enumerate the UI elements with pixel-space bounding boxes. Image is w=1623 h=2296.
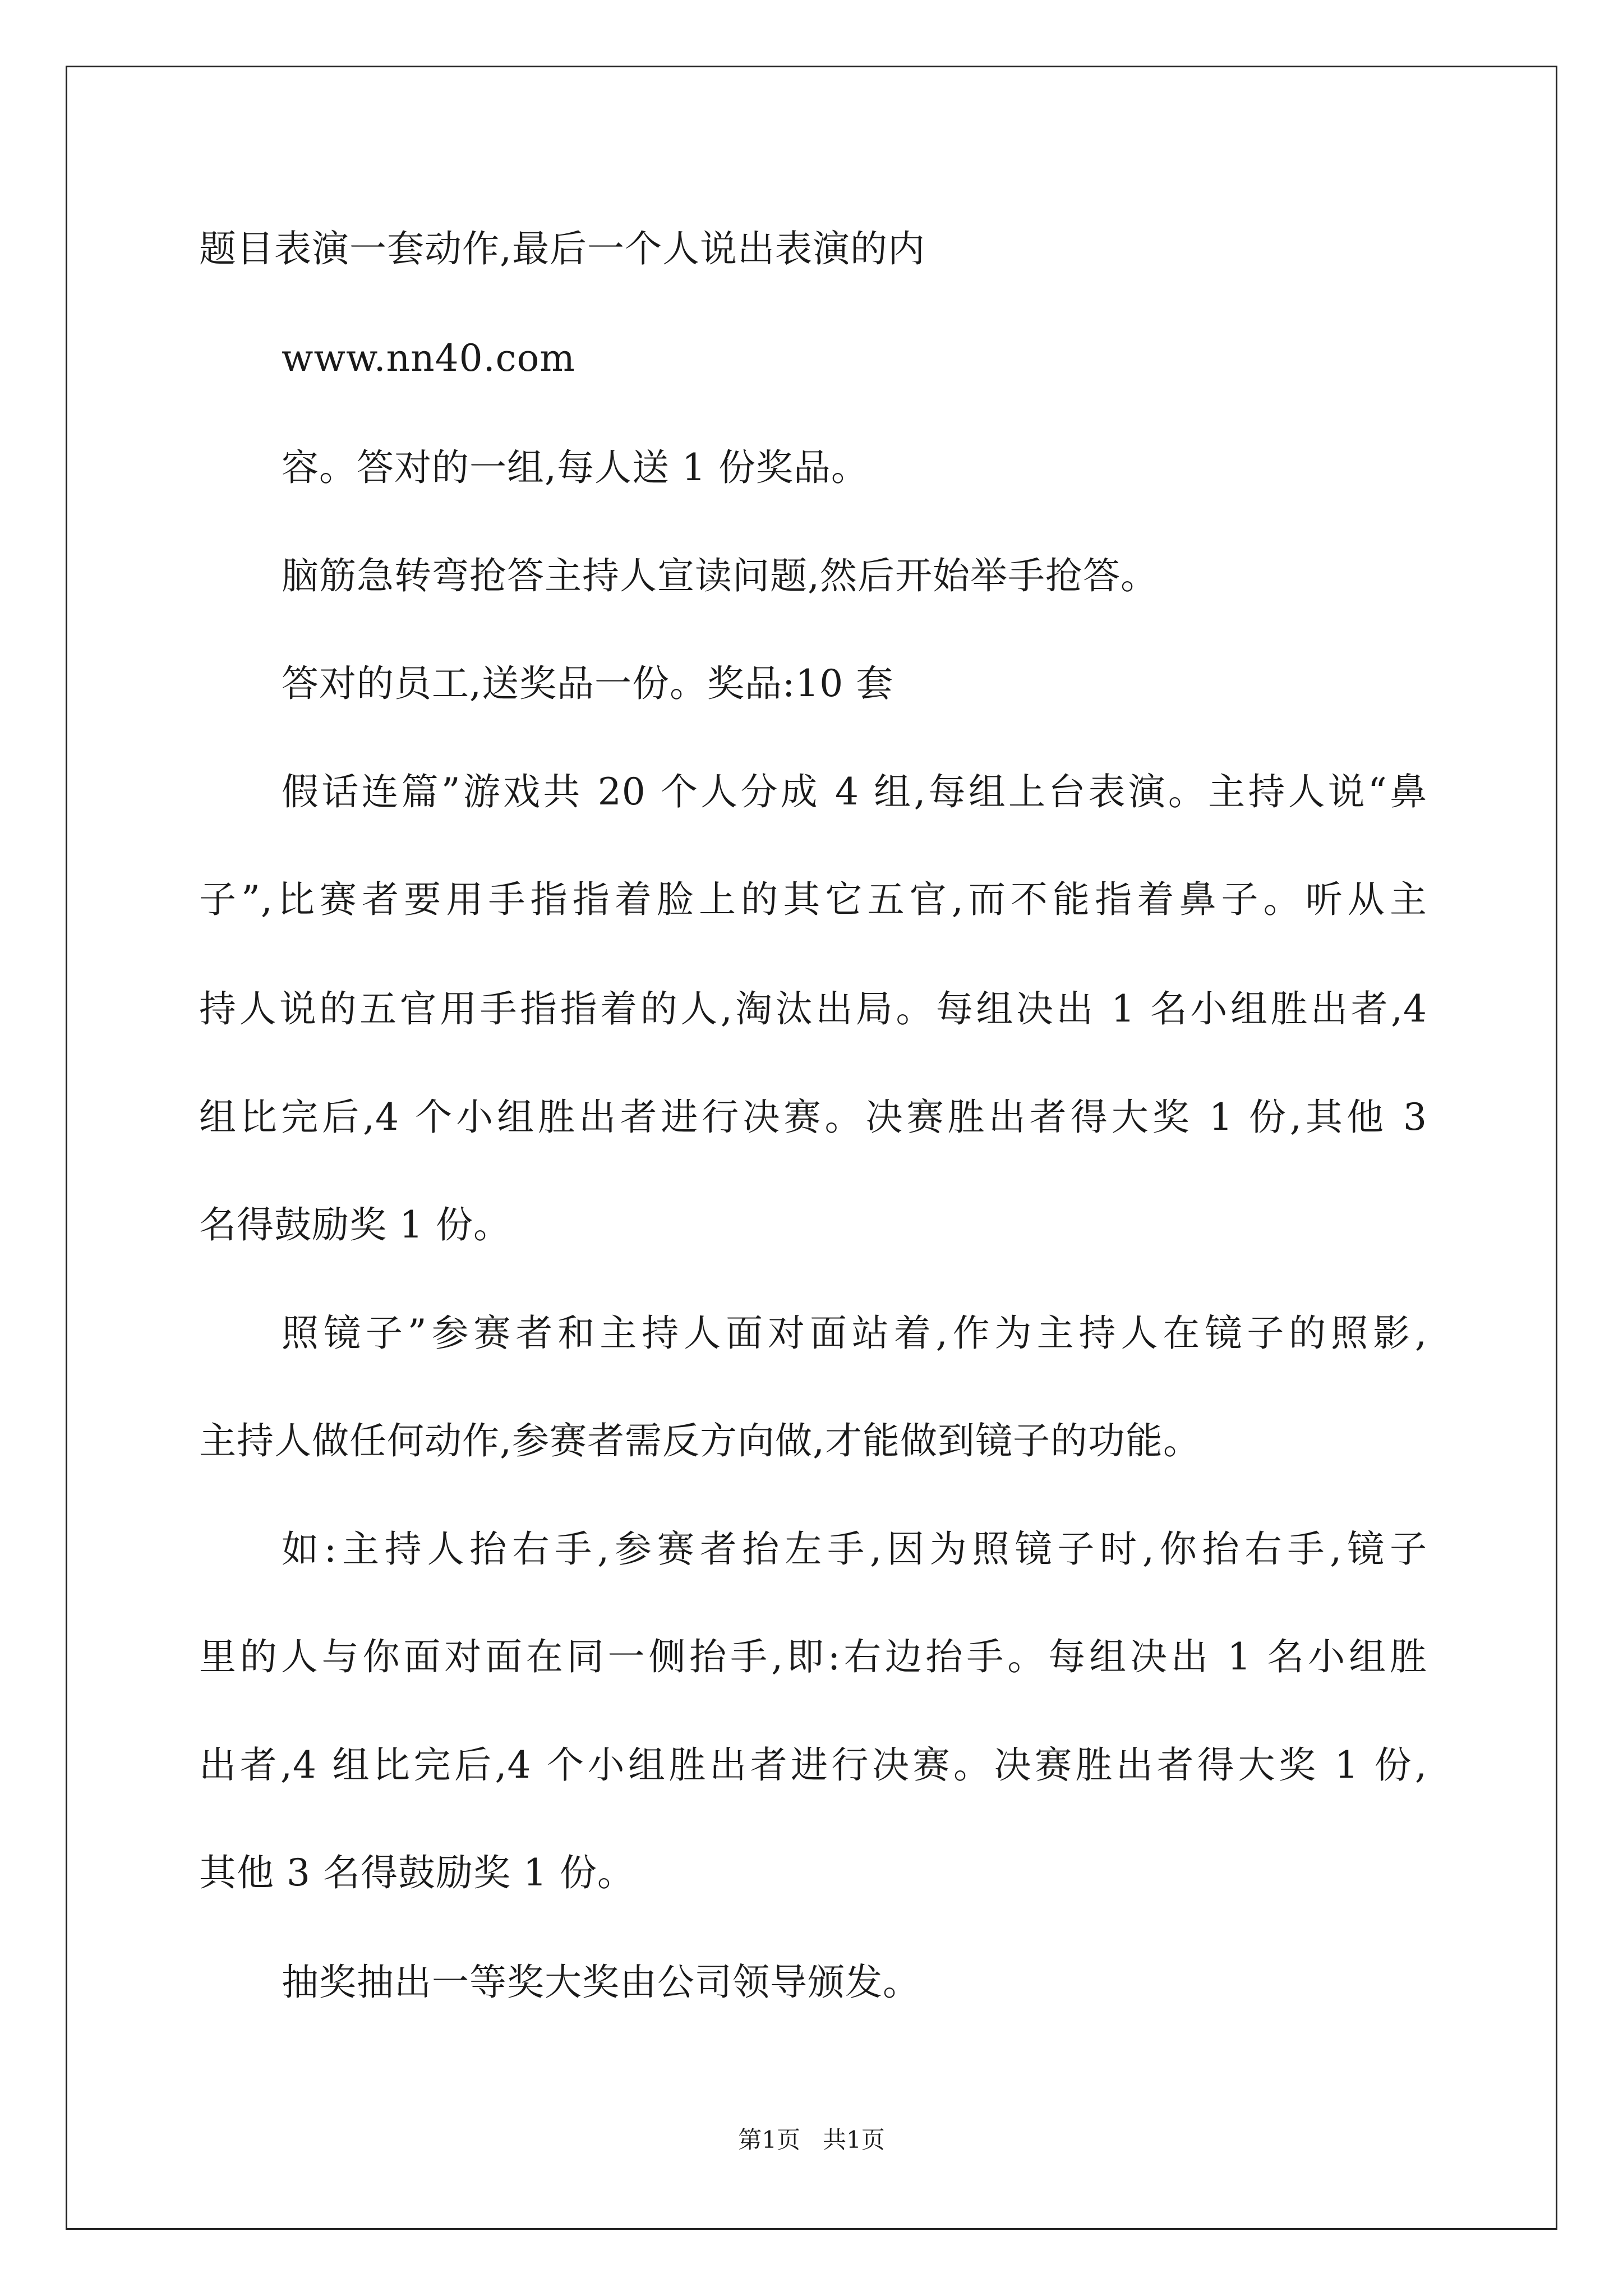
text-line-10: 名得鼓励奖 1 份。	[199, 1203, 511, 1246]
text-line-6: 假话连篇”游戏共 20 个人分成 4 组,每组上台表演。主持人说“鼻	[282, 770, 1427, 813]
page-number-footer: 第1页 共1页	[738, 2126, 885, 2154]
text-line-16: 其他 3 名得鼓励奖 1 份。	[199, 1851, 635, 1894]
text-line-12: 主持人做任何动作,参赛者需反方向做,才能做到镜子的功能。	[199, 1419, 1201, 1462]
text-line-15: 出者,4 组比完后,4 个小组胜出者进行决赛。决赛胜出者得大奖 1 份,	[199, 1743, 1427, 1787]
text-line-14: 里的人与你面对面在同一侧抬手,即:右边抬手。每组决出 1 名小组胜	[199, 1635, 1427, 1678]
page-border	[66, 66, 1557, 2230]
text-line-url: www.nn40.com	[282, 337, 575, 380]
text-line-7: 子”,比赛者要用手指指着脸上的其它五官,而不能指着鼻子。听从主	[199, 878, 1427, 921]
text-line-17: 抽奖抽出一等奖大奖由公司领导颁发。	[282, 1961, 920, 2004]
text-line-9: 组比完后,4 个小组胜出者进行决赛。决赛胜出者得大奖 1 份,其他 3	[199, 1096, 1427, 1139]
text-line-5: 答对的员工,送奖品一份。奖品:10 套	[282, 662, 894, 705]
text-line-1: 题目表演一套动作,最后一个人说出表演的内	[199, 227, 925, 270]
text-line-13: 如:主持人抬右手,参赛者抬左手,因为照镜子时,你抬右手,镜子	[282, 1527, 1427, 1571]
text-line-11: 照镜子”参赛者和主持人面对面站着,作为主持人在镜子的照影,	[282, 1312, 1427, 1355]
text-line-3: 容。答对的一组,每人送 1 份奖品。	[282, 446, 869, 489]
text-line-8: 持人说的五官用手指指着的人,淘汰出局。每组决出 1 名小组胜出者,4	[199, 987, 1427, 1030]
text-line-4: 脑筋急转弯抢答主持人宣读问题,然后开始举手抢答。	[282, 554, 1158, 597]
